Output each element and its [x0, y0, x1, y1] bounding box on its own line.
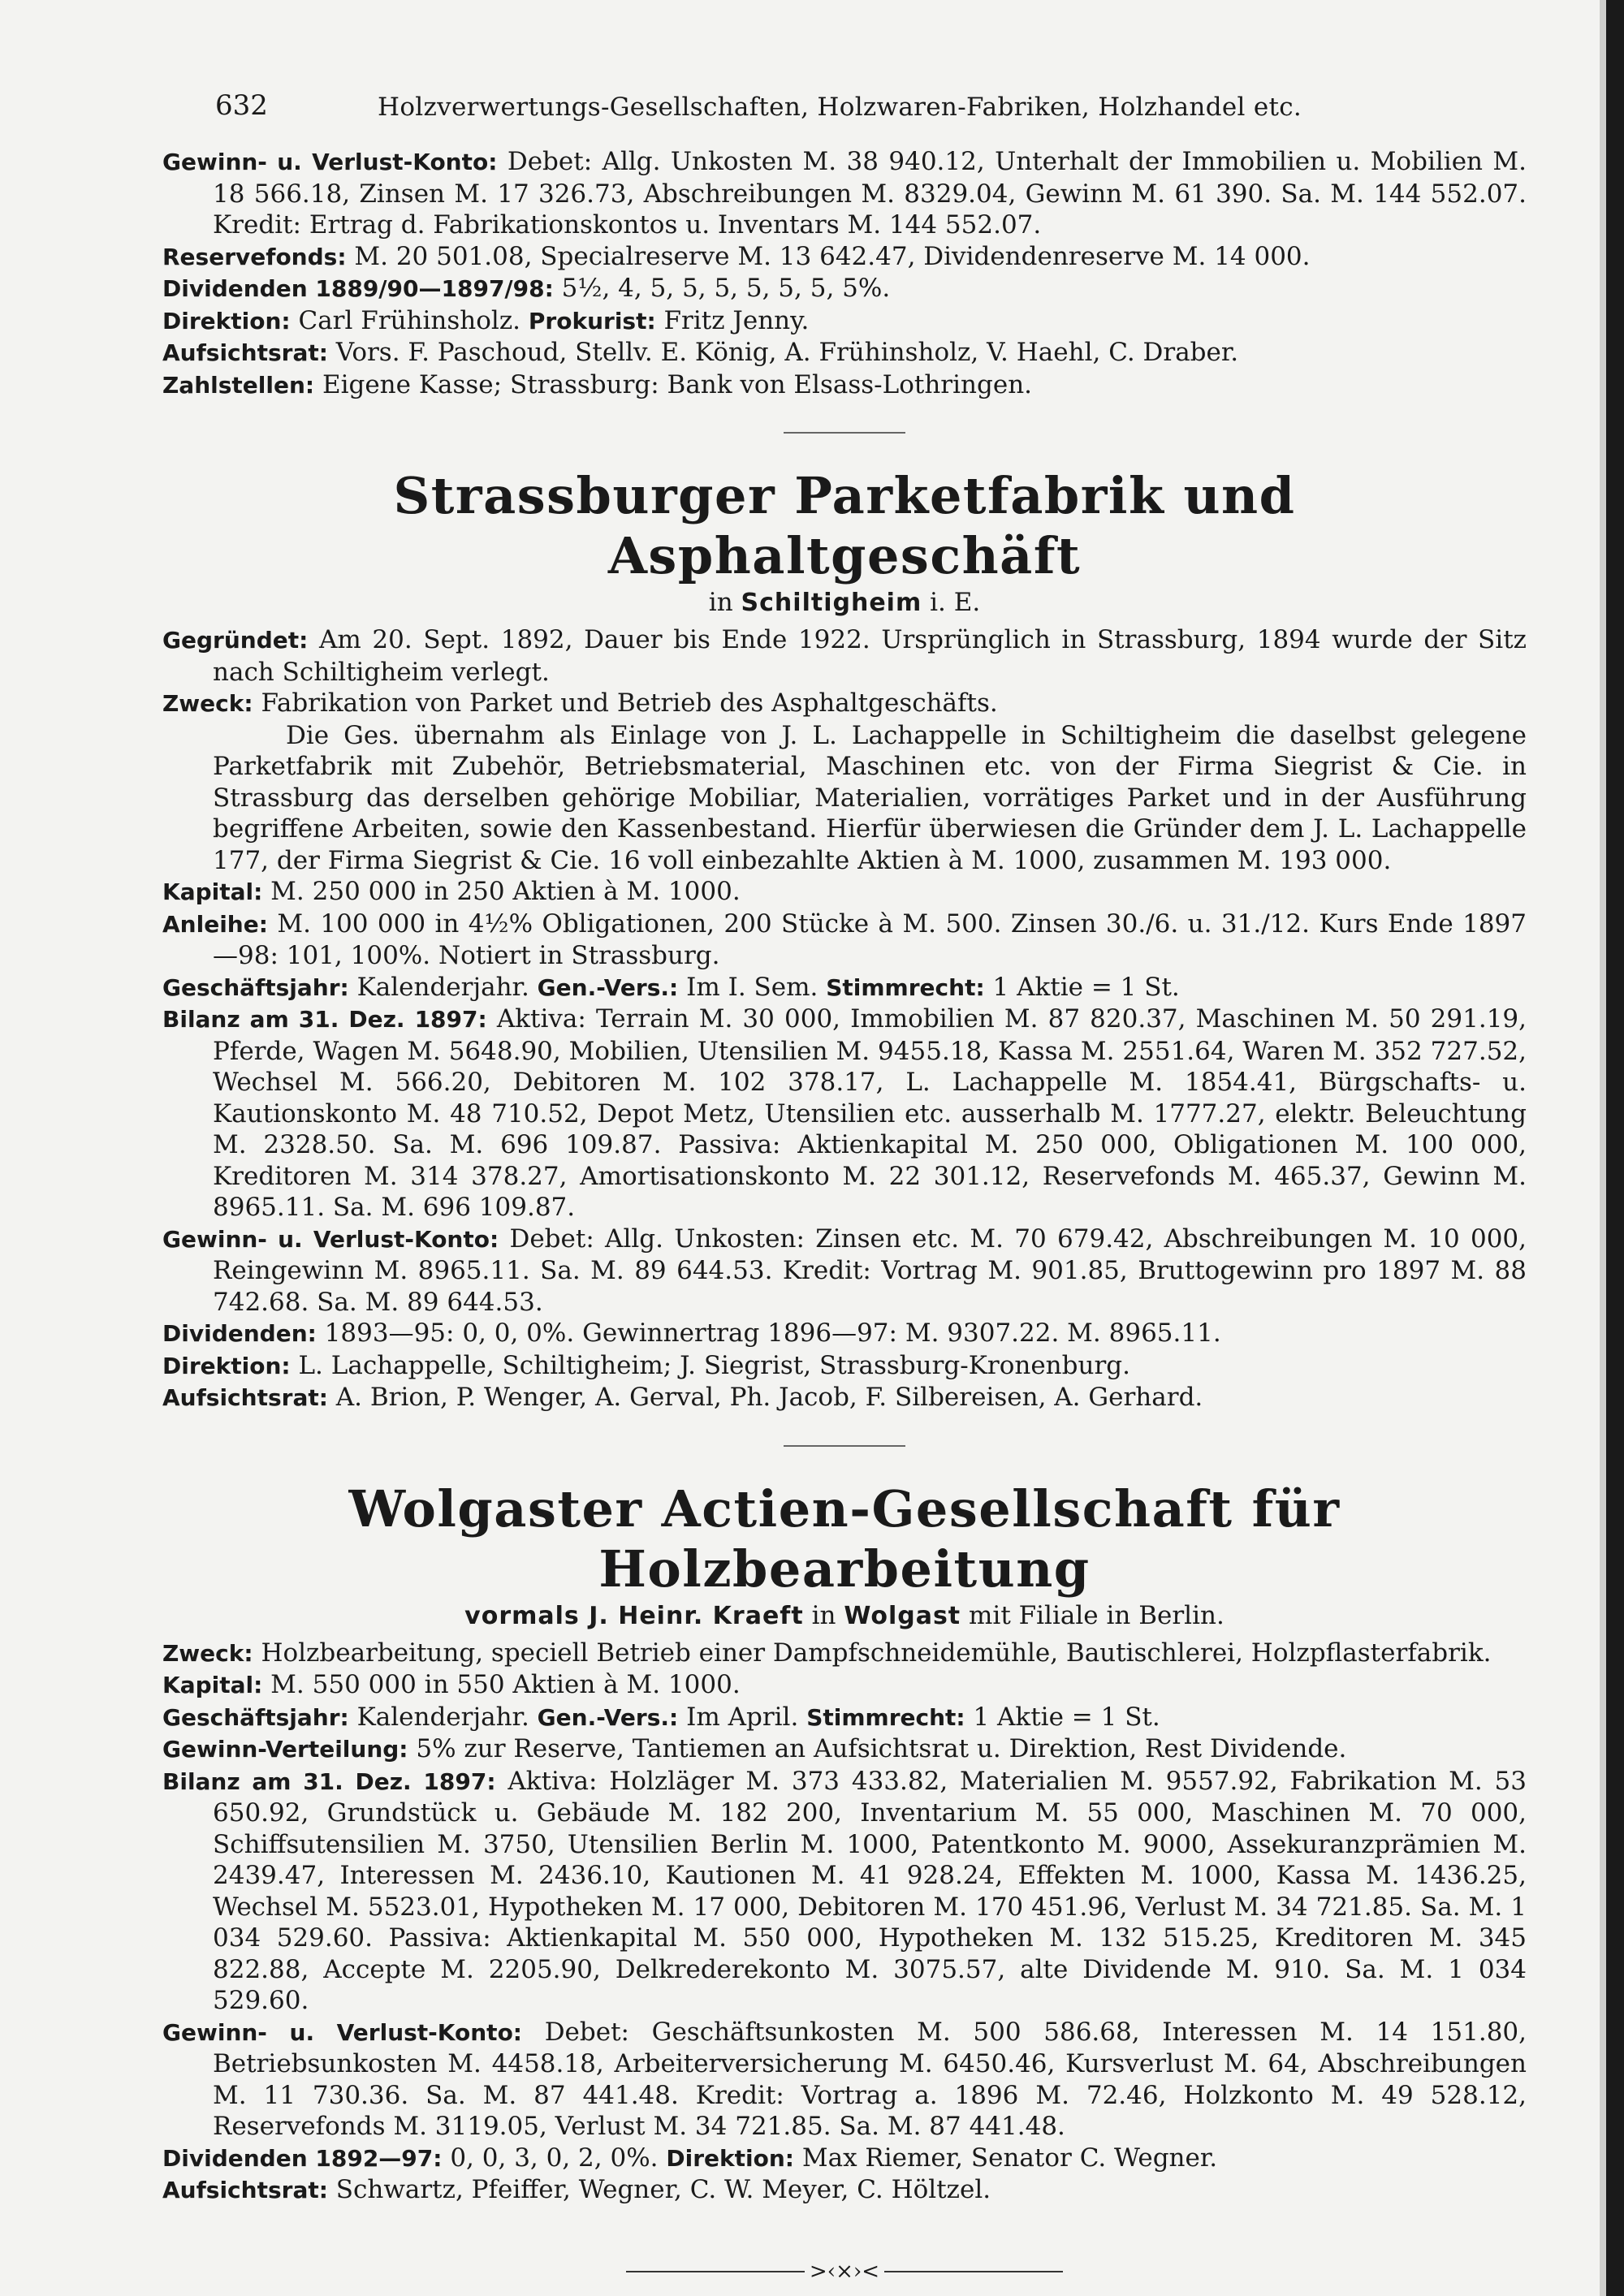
entry-bilanz: Bilanz am 31. Dez. 1897: Aktiva: Terrain M. 30 000, Immobilien M. 87 820.37, Maschinen M. 50 291.19, Pferde, Wagen M. 5648.90, Mobilien, Utensilien M. 9455.18, Kassa M. 2551.64, Waren M. 352 727.52, Wechsel M. 566.20, Debitoren M. 102 378.17, L. Lachappelle M. 1854.41, Bürgschafts- u. Kautionskonto M. 48 710.52, Depot Metz, Utensilien etc. ausserhalb M. 1777.27, elektr. Beleuchtung M. 2328.50. Sa. M. 696 109.87. Passiva: Aktienkapital M. 250 000, Obligationen M. 100 000, Kreditoren M. 314 378.27, Amortisationskonto M. 22 301.12, Reservefonds M. 465.37, Gewinn M. 8965.11. Sa. M. 696 109.87.: [162, 1004, 1527, 1222]
entry-geschaeftsjahr: Geschäftsjahr: Kalenderjahr. Gen.-Vers.: Im April. Stimmrecht: 1 Aktie = 1 St.: [162, 1702, 1160, 1732]
entry-gewinn-verlust: Gewinn- u. Verlust-Konto: Debet: Allg. Unkosten: Zinsen etc. M. 70 679.42, Abschreibungen M. 10 000, Reingewinn M. 8965.11. Sa. M. 89 644.53. Kredit: Vortrag M. 901.85, Bruttogewinn pro 1897 M. 88 742.68. Sa. M. 89 644.53.: [162, 1224, 1527, 1317]
ornament-glyph: >‹×›<: [809, 2259, 880, 2284]
page-edge: [1606, 0, 1624, 2296]
section-divider: [784, 1445, 905, 1447]
ornament-line-right: [884, 2271, 1063, 2272]
section-divider: [784, 432, 905, 434]
entry-kapital: Kapital: M. 250 000 in 250 Aktien à M. 1000.: [162, 877, 741, 906]
end-ornament: [162, 2259, 1527, 2284]
company-location: in Schiltigheim i. E.: [708, 588, 981, 617]
entry-gewinn-verlust: Gewinn- u. Verlust-Konto: Debet: Geschäftsunkosten M. 500 586.68, Interessen M. 14 151.80, Betriebsunkosten M. 4458.18, Arbeiterversicherung M. 6450.46, Kursverlust M. 64, Abschreibungen M. 11 730.36. Sa. M. 87 441.48. Kredit: Vortrag a. 1896 M. 72.46, Holzkonto M. 49 528.12, Reservefonds M. 3119.05, Verlust M. 34 721.85. Sa. M. 87 441.48.: [162, 2017, 1527, 2141]
entry-aufsichtsrat: Aufsichtsrat: Vors. F. Paschoud, Stellv. E. König, A. Frühinsholz, V. Haehl, C. Draber.: [162, 338, 1239, 367]
entry-reservefonds: Reservefonds: M. 20 501.08, Specialreserve M. 13 642.47, Dividendenreserve M. 14 000.: [162, 241, 1311, 271]
company-title: Wolgaster Actien-Gesellschaft für Holzbearbeitung: [348, 1478, 1341, 1599]
entry-gegruendet: Gegründet: Am 20. Sept. 1892, Dauer bis Ende 1922. Ursprünglich in Strassburg, 1894 wurde der Sitz nach Schiltigheim verlegt.: [162, 625, 1527, 687]
entry-zweck: Zweck: Holzbearbeitung, speciell Betrieb einer Dampfschneidemühle, Bautischlerei, Holzpflasterfabrik.: [162, 1638, 1492, 1668]
previous-company-block: [162, 146, 1527, 401]
entry-direktion: Direktion: Carl Frühinsholz. Prokurist: Fritz Jenny.: [162, 305, 810, 335]
entry-aufsichtsrat: Aufsichtsrat: A. Brion, P. Wenger, A. Gerval, Ph. Jacob, F. Silbereisen, A. Gerhard.: [162, 1383, 1203, 1412]
company-location: vormals J. Heinr. Kraeft in Wolgast mit Filiale in Berlin.: [464, 1600, 1224, 1630]
entry-zweck: Zweck: Fabrikation von Parket und Betrieb des Asphaltgeschäfts.: [162, 688, 998, 718]
entry-zweck-details: Die Ges. übernahm als Einlage von J. L. Lachappelle in Schiltigheim die daselbst gelegene Parketfabrik mit Zubehör, Betriebsmaterial, Maschinen etc. von der Firma Siegrist & Cie. in Strassburg das derselben gehörige Mobiliar, Materialien, vorrätiges Parket und in der Ausführung begriffene Arbeiten, sowie den Kassenbestand. Hierfür überwiesen die Gründer dem J. L. Lachappelle 177, der Firma Siegrist & Cie. 16 voll einbezahlte Aktien à M. 1000, zusammen M. 193 000.: [213, 720, 1527, 875]
page-gutter-shade: [1600, 0, 1606, 2296]
entry-bilanz: Bilanz am 31. Dez. 1897: Aktiva: Holzläger M. 373 433.82, Materialien M. 9557.92, Fabrikation M. 53 650.92, Grundstück u. Gebäude M. 182 200, Inventarium M. 55 000, Maschinen M. 70 000, Schiffsutensilien M. 3750, Utensilien Berlin M. 1000, Patentkonto M. 9000, Assekuranzprämien M. 2439.47, Interessen M. 2436.10, Kautionen M. 41 928.24, Effekten M. 1000, Kassa M. 1436.25, Wechsel M. 5523.01, Hypotheken M. 17 000, Debitoren M. 170 451.96, Verlust M. 34 721.85. Sa. M. 1 034 529.60. Passiva: Aktienkapital M. 550 000, Hypotheken M. 132 515.25, Kreditoren M. 345 822.88, Accepte M. 2205.90, Delkrederekonto M. 3075.57, alte Dividende M. 910. Sa. M. 1 034 529.60.: [162, 1766, 1527, 2015]
entry-geschaeftsjahr: Geschäftsjahr: Kalenderjahr. Gen.-Vers.: Im I. Sem. Stimmrecht: 1 Aktie = 1 St.: [162, 972, 1180, 1002]
entry-zahlstellen: Zahlstellen: Eigene Kasse; Strassburg: Bank von Elsass-Lothringen.: [162, 369, 1033, 399]
entry-direktion: Direktion: L. Lachappelle, Schiltigheim; J. Siegrist, Strassburg-Kronenburg.: [162, 1350, 1130, 1380]
ornament-line-left: [626, 2271, 805, 2272]
entry-aufsichtsrat: Aufsichtsrat: Schwartz, Pfeiffer, Wegner, C. W. Meyer, C. Höltzel.: [162, 2175, 991, 2204]
entry-dividenden: Dividenden: 1893—95: 0, 0, 0%. Gewinnertrag 1896—97: M. 9307.22. M. 8965.11.: [162, 1318, 1221, 1348]
company-wolgaster-holzbearbeitung: [162, 1479, 1527, 2207]
entry-dividenden: Dividenden 1889/90—1897/98: 5½, 4, 5, 5, 5, 5, 5, 5, 5%.: [162, 274, 891, 303]
page: [162, 81, 1527, 2284]
company-strassburger-parketfabrik: [162, 466, 1527, 1414]
entry-gewinn-verteilung: Gewinn-Verteilung: 5% zur Reserve, Tantiemen an Aufsichtsrat u. Direktion, Rest Dividende.: [162, 1734, 1347, 1763]
running-head: Holzverwertungs-Gesellschaften, Holzwaren-Fabriken, Holzhandel etc.: [378, 93, 1302, 122]
company-title: Strassburger Parketfabrik und Asphaltgeschäft: [393, 466, 1296, 585]
entry-kapital: Kapital: M. 550 000 in 550 Aktien à M. 1000.: [162, 1670, 741, 1699]
page-header: [162, 81, 1527, 146]
entry-anleihe: Anleihe: M. 100 000 in 4½% Obligationen, 200 Stücke à M. 500. Zinsen 30./6. u. 31./12. Kurs Ende 1897—98: 101, 100%. Notiert in Strassburg.: [162, 908, 1527, 970]
entry-dividenden: Dividenden 1892—97: 0, 0, 3, 0, 2, 0%. Direktion: Max Riemer, Senator C. Wegner.: [162, 2143, 1218, 2173]
page-number: 632: [215, 89, 268, 122]
entry-gewinn-verlust: Gewinn- u. Verlust-Konto: Debet: Allg. Unkosten M. 38 940.12, Unterhalt der Immobilien u. Mobilien M. 18 566.18, Zinsen M. 17 326.73, Abschreibungen M. 8329.04, Gewinn M. 61 390. Sa. M. 144 552.07. Kredit: Ertrag d. Fabrikationskontos u. Inventars M. 144 552.07.: [162, 147, 1527, 240]
